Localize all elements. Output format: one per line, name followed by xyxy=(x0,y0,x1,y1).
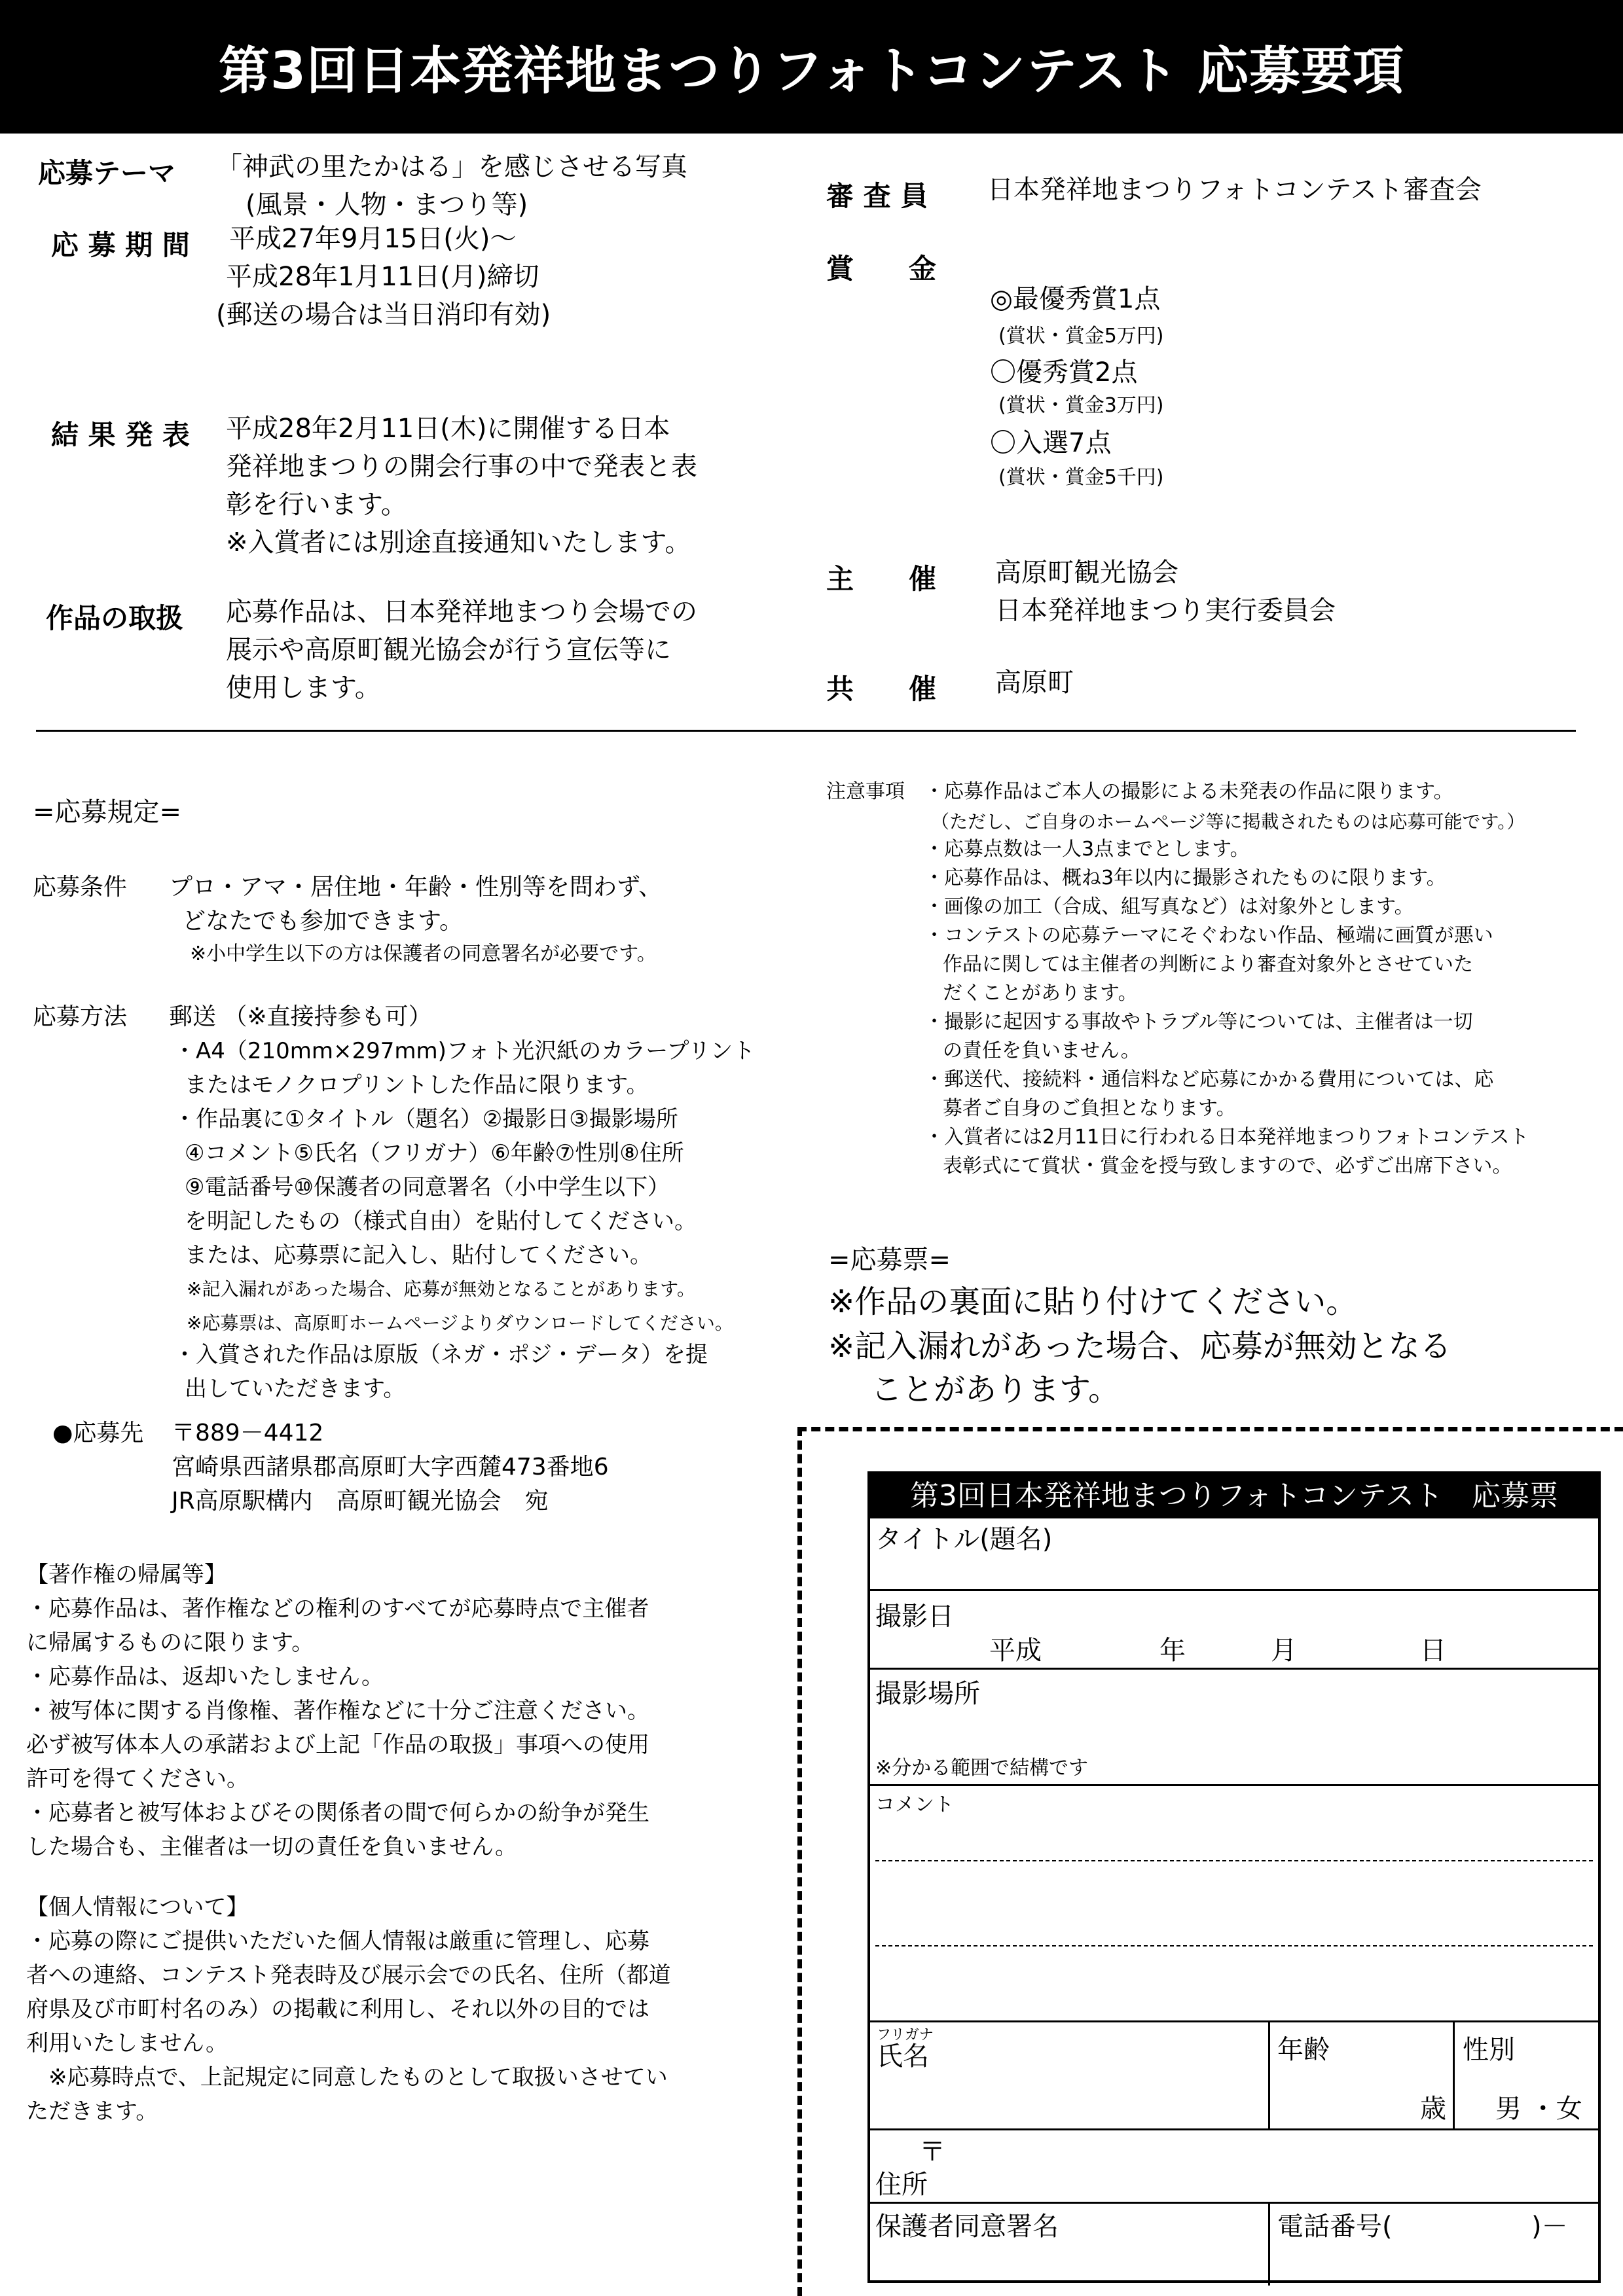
address-label: ●応募先 xyxy=(52,1420,144,1446)
conditions-line-2: どなたでも参加できます。 xyxy=(182,908,464,935)
method-line-6: を明記したもの（様式自由）を貼付してください。 xyxy=(185,1208,697,1234)
copyright-line-6: 許可を得てください。 xyxy=(26,1766,249,1792)
form-place-label: 撮影場所 xyxy=(875,1679,980,1709)
prize-2-name: 〇優秀賞2点 xyxy=(990,357,1138,387)
host-line-2: 日本発祥地まつり実行委員会 xyxy=(995,596,1336,626)
section-divider xyxy=(36,730,1576,732)
address-line-2: 宮崎県西諸県郡高原町大字西麓473番地6 xyxy=(172,1454,609,1480)
form-comment-field[interactable] xyxy=(870,2020,1598,2022)
form-place-field[interactable] xyxy=(870,1784,1598,1786)
notes-line-4: ・応募作品は、概ね3年以内に撮影されたものに限ります。 xyxy=(924,867,1446,889)
form-address-label: 住所 xyxy=(875,2170,928,2200)
handling-label: 作品の取扱 xyxy=(46,602,184,634)
theme-line-2: (風景・人物・まつり等) xyxy=(246,190,528,220)
method-line-3: ・作品裏に①タイトル（題名）②撮影日③撮影場所 xyxy=(173,1106,678,1132)
entry-form xyxy=(867,1471,1601,2283)
address-line-3: JR高原駅構内 高原町観光協会 宛 xyxy=(172,1488,549,1515)
handling-line-2: 展示や高原町観光協会が行う宣伝等に xyxy=(226,635,671,665)
copyright-line-4: ・被写体に関する肖像権、著作権などに十分ご注意ください。 xyxy=(26,1698,649,1724)
prize-1-detail: (賞状・賞金5万円) xyxy=(998,325,1164,348)
form-address-field[interactable] xyxy=(870,2202,1598,2204)
notes-line-13: ・入賞者には2月11日に行われる日本発祥地まつりフォトコンテスト xyxy=(924,1126,1529,1149)
notes-line-8: だくことがあります。 xyxy=(943,982,1138,1005)
result-line-1: 平成28年2月11日(木)に開催する日本 xyxy=(226,414,670,444)
entry-line-1: ※作品の裏面に貼り付けてください。 xyxy=(828,1283,1358,1320)
conditions-label: 応募条件 xyxy=(33,874,128,901)
handling-line-1: 応募作品は、日本発祥地まつり会場での xyxy=(226,597,697,627)
copyright-line-5: 必ず被写体本人の承諾および上記「作品の取扱」事項への使用 xyxy=(26,1732,649,1758)
notes-line-3: ・応募点数は一人3点までとします。 xyxy=(924,838,1250,861)
notes-label: 注意事項 xyxy=(826,780,905,803)
form-gender-label: 性別 xyxy=(1463,2035,1515,2065)
entry-line-2: ※記入漏れがあった場合、応募が無効となる xyxy=(828,1328,1451,1365)
form-phone-label: 電話番号( xyxy=(1277,2212,1393,2242)
period-line-1: 平成27年9月15日(火)～ xyxy=(229,224,517,254)
notes-line-10: の責任を負いません。 xyxy=(943,1039,1140,1062)
form-date-day: 日 xyxy=(1420,1636,1446,1666)
copyright-line-2: に帰属するものに限ります。 xyxy=(26,1630,314,1656)
notes-line-5: ・画像の加工（合成、組写真など）は対象外とします。 xyxy=(924,895,1414,918)
period-label: 応 募 期 間 xyxy=(51,229,190,261)
conditions-line-3: ※小中学生以下の方は保護者の同意署名が必要です。 xyxy=(190,942,657,965)
prize-3-detail: (賞状・賞金5千円) xyxy=(998,466,1164,489)
method-note-1: ※記入漏れがあった場合、応募が無効となることがあります。 xyxy=(187,1278,695,1300)
notes-line-14: 表彰式にて賞状・賞金を授与致しますので、必ずご出席下さい。 xyxy=(943,1155,1512,1177)
form-name-field[interactable] xyxy=(870,2128,1598,2130)
method-line-7: または、応募票に記入し、貼付してください。 xyxy=(185,1242,652,1268)
method-line-2: またはモノクロプリントした作品に限ります。 xyxy=(185,1072,649,1098)
form-header: 第3回日本発祥地まつりフォトコンテスト 応募票 xyxy=(870,1474,1598,1518)
form-age-label: 年齢 xyxy=(1277,2035,1330,2065)
notes-line-2: （ただし、ご自身のホームページ等に掲載されたものは応募可能です。） xyxy=(931,811,1525,833)
notes-line-9: ・撮影に起因する事故やトラブル等については、主催者は一切 xyxy=(924,1011,1473,1033)
period-line-2: 平成28年1月11日(月)締切 xyxy=(226,262,539,292)
address-line-1: 〒889－4412 xyxy=(172,1420,324,1446)
theme-line-1: 「神武の里たかはる」を感じさせる写真 xyxy=(216,152,687,182)
notes-line-1: ・応募作品はご本人の撮影による未発表の作品に限ります。 xyxy=(924,780,1453,803)
cut-line-top xyxy=(797,1427,1623,1431)
result-line-4: ※入賞者には別途直接通知いたします。 xyxy=(226,528,691,558)
form-comment-label: コメント xyxy=(875,1793,954,1816)
form-guardian-label: 保護者同意署名 xyxy=(875,2212,1059,2242)
conditions-line-1: プロ・アマ・居住地・年齢・性別等を問わず、 xyxy=(169,874,663,901)
form-comment-line-2 xyxy=(875,1945,1593,1946)
form-phone-suffix: )－ xyxy=(1531,2212,1568,2242)
privacy-heading: 【個人情報について】 xyxy=(26,1894,249,1920)
form-postal-mark: 〒 xyxy=(919,2137,945,2167)
form-age-gender-divider xyxy=(1453,2020,1455,2128)
cut-line-left xyxy=(797,1427,802,2296)
theme-label: 応募テーマ xyxy=(38,157,176,189)
notes-line-11: ・郵送代、接続料・通信料など応募にかかる費用については、応 xyxy=(924,1068,1494,1091)
prize-label: 賞 金 xyxy=(826,253,937,285)
form-furigana: フリガナ xyxy=(877,2027,934,2043)
cohost-value: 高原町 xyxy=(995,668,1074,698)
copyright-line-3: ・応募作品は、返却いたしません。 xyxy=(26,1664,384,1690)
form-name-age-divider xyxy=(1268,2020,1270,2128)
entry-line-3: ことがあります。 xyxy=(871,1371,1120,1408)
form-date-label: 撮影日 xyxy=(875,1602,954,1632)
method-line-5: ⑨電話番号⑩保護者の同意署名（小中学生以下） xyxy=(185,1174,670,1200)
result-line-3: 彰を行います。 xyxy=(226,490,407,520)
form-date-month: 月 xyxy=(1271,1636,1297,1666)
cohost-label: 共 催 xyxy=(826,673,937,705)
form-place-note: ※分かる範囲で結構です xyxy=(875,1757,1089,1780)
judges-value: 日本発祥地まつりフォトコンテスト審査会 xyxy=(987,175,1482,205)
notes-line-7: 作品に関しては主催者の判断により審査対象外とさせていた xyxy=(943,953,1473,976)
privacy-line-4: 利用いたしません。 xyxy=(26,2030,228,2056)
entry-heading: =応募票= xyxy=(828,1245,951,1275)
method-tail-2: 出していただきます。 xyxy=(185,1376,406,1402)
form-guardian-phone-divider xyxy=(1268,2202,1270,2286)
form-name-label: 氏名 xyxy=(877,2041,929,2072)
form-gender-options: 男 ・女 xyxy=(1495,2094,1582,2124)
method-tail-1: ・入賞された作品は原版（ネガ・ポジ・データ）を提 xyxy=(173,1342,708,1368)
method-line-4: ④コメント⑤氏名（フリガナ）⑥年齢⑦性別⑧住所 xyxy=(185,1140,684,1166)
form-date-field[interactable] xyxy=(870,1668,1598,1670)
result-label: 結 果 発 表 xyxy=(51,419,190,451)
result-line-2: 発祥地まつりの開会行事の中で発表と表 xyxy=(226,452,697,482)
prize-2-detail: (賞状・賞金3万円) xyxy=(998,394,1164,417)
form-date-year: 年 xyxy=(1159,1636,1186,1666)
form-comment-line-1 xyxy=(875,1860,1593,1861)
copyright-heading: 【著作権の帰属等】 xyxy=(26,1562,227,1588)
method-line-1: ・A4（210mm×297mm)フォト光沢紙のカラープリント xyxy=(173,1038,756,1064)
copyright-line-8: した場合も、主催者は一切の責任を負いません。 xyxy=(26,1834,518,1860)
host-label: 主 催 xyxy=(826,563,937,595)
privacy-line-2: 者への連絡、コンテスト発表時及び展示会での氏名、住所（都道 xyxy=(26,1962,671,1988)
page-title: 第3回日本発祥地まつりフォトコンテスト 応募要項 xyxy=(0,0,1623,134)
judges-label: 審 査 員 xyxy=(826,180,928,212)
privacy-line-6: ただきます。 xyxy=(26,2098,158,2125)
method-label: 応募方法 xyxy=(33,1003,128,1030)
notes-line-6: ・コンテストの応募テーマにそぐわない作品、極端に画質が悪い xyxy=(924,924,1493,947)
method-note-2: ※応募票は、高原町ホームページよりダウンロードしてください。 xyxy=(187,1312,733,1334)
handling-line-3: 使用します。 xyxy=(226,673,381,703)
copyright-line-1: ・応募作品は、著作権などの権利のすべてが応募時点で主催者 xyxy=(26,1596,649,1622)
privacy-line-1: ・応募の際にご提供いただいた個人情報は厳重に管理し、応募 xyxy=(26,1928,649,1954)
rules-heading: =応募規定= xyxy=(33,797,182,827)
period-line-3: (郵送の場合は当日消印有効) xyxy=(216,300,551,330)
notes-line-12: 募者ご自身のご負担となります。 xyxy=(943,1097,1236,1120)
form-title-label: タイトル(題名) xyxy=(875,1524,1053,1554)
method-head: 郵送 （※直接持参も可） xyxy=(169,1003,432,1030)
privacy-line-5: ※応募時点で、上記規定に同意したものとして取扱いさせてい xyxy=(26,2064,668,2090)
form-date-era: 平成 xyxy=(989,1636,1042,1666)
host-line-1: 高原町観光協会 xyxy=(995,558,1178,588)
form-title-field[interactable] xyxy=(870,1589,1598,1591)
prize-1-name: ◎最優秀賞1点 xyxy=(990,284,1161,314)
copyright-line-7: ・応募者と被写体およびその関係者の間で何らかの紛争が発生 xyxy=(26,1800,649,1826)
prize-3-name: 〇入選7点 xyxy=(990,428,1112,458)
form-age-unit: 歳 xyxy=(1420,2094,1446,2124)
privacy-line-3: 府県及び市町村名のみ）の掲載に利用し、それ以外の目的では xyxy=(26,1996,649,2022)
